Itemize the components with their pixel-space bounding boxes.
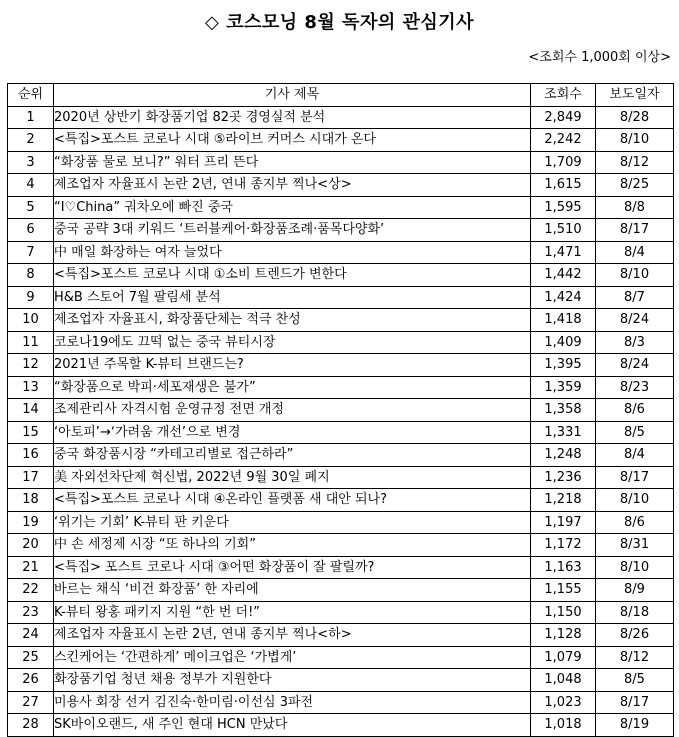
page-title: ◇ 코스모닝 8월 독자의 관심기사: [204, 12, 475, 33]
table-row: [8, 466, 674, 489]
table-row: [8, 129, 674, 152]
headline-cell: 중국 공략 3대 키워드 ‘트러블케어·화장품조례·품목다양화’: [54, 219, 531, 242]
rank-cell: 11: [8, 331, 54, 354]
date-cell: 8/24: [596, 309, 674, 332]
rank-cell: 25: [8, 646, 54, 669]
rank-cell: 9: [8, 286, 54, 309]
headline-cell: 코로나19에도 끄떡 없는 중국 뷰티시장: [54, 331, 531, 354]
headline-cell: 2021년 주목할 K-뷰티 브랜드는?: [54, 354, 531, 377]
table-header-row: [8, 84, 674, 107]
views-cell: 1,709: [531, 151, 596, 174]
table-row: [8, 196, 674, 219]
rank-cell: 20: [8, 534, 54, 557]
views-cell: 1,150: [531, 601, 596, 624]
views-cell: 1,471: [531, 241, 596, 264]
rank-cell: 2: [8, 129, 54, 152]
table-row: [8, 556, 674, 579]
table-row: [8, 174, 674, 197]
rank-cell: 21: [8, 556, 54, 579]
table-row: [8, 691, 674, 714]
rank-cell: 12: [8, 354, 54, 377]
date-cell: 8/12: [596, 646, 674, 669]
date-cell: 8/25: [596, 174, 674, 197]
table-row: [8, 624, 674, 647]
views-cell: 1,172: [531, 534, 596, 557]
headline-cell: 中 손 세정제 시장 “또 하나의 기회”: [54, 534, 531, 557]
headline-cell: ‘아토피’→‘가려움 개선’으로 변경: [54, 421, 531, 444]
headline-cell: H&B 스토어 7월 팔림세 분석: [54, 286, 531, 309]
table-row: [8, 376, 674, 399]
table-row: [8, 489, 674, 512]
date-cell: 8/17: [596, 219, 674, 242]
headline-cell: 中 매일 화장하는 여자 늘었다: [54, 241, 531, 264]
views-cell: 1,048: [531, 669, 596, 692]
table-row: [8, 151, 674, 174]
rank-cell: 28: [8, 714, 54, 737]
headline-cell: 제조업자 자율표시, 화장품단체는 적극 찬성: [54, 309, 531, 332]
rank-cell: 8: [8, 264, 54, 287]
date-cell: 8/17: [596, 691, 674, 714]
headline-cell: “화장품으로 박피·세포재생은 불가”: [54, 376, 531, 399]
date-cell: 8/6: [596, 399, 674, 422]
date-cell: 8/12: [596, 151, 674, 174]
table-row: [8, 354, 674, 377]
headline-cell: <특집>포스트 코로나 시대 ⑤라이브 커머스 시대가 온다: [54, 129, 531, 152]
table-row: [8, 399, 674, 422]
views-cell: 1,510: [531, 219, 596, 242]
views-cell: 1,218: [531, 489, 596, 512]
headline-cell: <특집>포스트 코로나 시대 ①소비 트렌드가 변한다: [54, 264, 531, 287]
headline-cell: SK바이오랜드, 새 주인 현대 HCN 만났다: [54, 714, 531, 737]
headline-cell: “화장품 물로 보니?” 워터 프리 뜬다: [54, 151, 531, 174]
views-cell: 1,442: [531, 264, 596, 287]
rank-cell: 26: [8, 669, 54, 692]
date-cell: 8/4: [596, 444, 674, 467]
page-subtitle: <조회수 1,000회 이상>: [528, 50, 671, 65]
headline-cell: ‘위기는 기회’ K-뷰티 판 키운다: [54, 511, 531, 534]
date-cell: 8/7: [596, 286, 674, 309]
rank-cell: 7: [8, 241, 54, 264]
headline-cell: <특집> 포스트 코로나 시대 ③어떤 화장품이 잘 팔릴까?: [54, 556, 531, 579]
headline-cell: 2020년 상반기 화장품기업 82곳 경영실적 분석: [54, 106, 531, 129]
rank-cell: 1: [8, 106, 54, 129]
table-row: [8, 421, 674, 444]
views-cell: 1,236: [531, 466, 596, 489]
views-cell: 1,197: [531, 511, 596, 534]
headline-cell: 화장품기업 청년 채용 정부가 지원한다: [54, 669, 531, 692]
table-row: [8, 309, 674, 332]
rank-cell: 27: [8, 691, 54, 714]
headline-cell: “I♡China” 궈차오에 빠진 중국: [54, 196, 531, 219]
date-cell: 8/23: [596, 376, 674, 399]
headline-cell: 美 자외선차단제 혁신법, 2022년 9월 30일 폐지: [54, 466, 531, 489]
table-row: [8, 264, 674, 287]
headline-cell: 조제관리사 자격시험 운영규정 전면 개정: [54, 399, 531, 422]
column-header-date: 보도일자: [596, 84, 674, 107]
views-cell: 1,418: [531, 309, 596, 332]
rank-cell: 16: [8, 444, 54, 467]
articles-table: [7, 83, 674, 737]
headline-cell: <특집>포스트 코로나 시대 ④온라인 플랫폼 새 대안 되나?: [54, 489, 531, 512]
column-header-headline: 기사 제목: [54, 84, 531, 107]
rank-cell: 3: [8, 151, 54, 174]
rank-cell: 5: [8, 196, 54, 219]
views-cell: 1,395: [531, 354, 596, 377]
views-cell: 2,242: [531, 129, 596, 152]
views-cell: 1,615: [531, 174, 596, 197]
rank-cell: 10: [8, 309, 54, 332]
table-row: [8, 444, 674, 467]
rank-cell: 15: [8, 421, 54, 444]
date-cell: 8/5: [596, 669, 674, 692]
views-cell: 1,595: [531, 196, 596, 219]
views-cell: 1,023: [531, 691, 596, 714]
date-cell: 8/10: [596, 489, 674, 512]
column-header-rank: 순위: [8, 84, 54, 107]
table-row: [8, 601, 674, 624]
date-cell: 8/10: [596, 129, 674, 152]
table-row: [8, 331, 674, 354]
date-cell: 8/8: [596, 196, 674, 219]
rank-cell: 13: [8, 376, 54, 399]
table-body: [8, 106, 674, 736]
table-row: [8, 219, 674, 242]
date-cell: 8/24: [596, 354, 674, 377]
headline-cell: 미용사 회장 선거 김진숙·한미림·이선심 3파전: [54, 691, 531, 714]
column-header-views: 조회수: [531, 84, 596, 107]
date-cell: 8/6: [596, 511, 674, 534]
table-row: [8, 714, 674, 737]
date-cell: 8/9: [596, 579, 674, 602]
table-row: [8, 534, 674, 557]
date-cell: 8/26: [596, 624, 674, 647]
views-cell: 1,424: [531, 286, 596, 309]
date-cell: 8/5: [596, 421, 674, 444]
table-row: [8, 579, 674, 602]
table-row: [8, 286, 674, 309]
headline-cell: 바르는 채식 ‘비건 화장품’ 한 자리에: [54, 579, 531, 602]
rank-cell: 24: [8, 624, 54, 647]
table-row: [8, 106, 674, 129]
date-cell: 8/10: [596, 556, 674, 579]
table-row: [8, 511, 674, 534]
views-cell: 2,849: [531, 106, 596, 129]
date-cell: 8/3: [596, 331, 674, 354]
headline-cell: 제조업자 자율표시 논란 2년, 연내 종지부 찍나<상>: [54, 174, 531, 197]
rank-cell: 18: [8, 489, 54, 512]
table-row: [8, 241, 674, 264]
rank-cell: 6: [8, 219, 54, 242]
rank-cell: 17: [8, 466, 54, 489]
date-cell: 8/28: [596, 106, 674, 129]
rank-cell: 19: [8, 511, 54, 534]
headline-cell: 중국 화장품시장 “카테고리별로 접근하라”: [54, 444, 531, 467]
date-cell: 8/4: [596, 241, 674, 264]
rank-cell: 23: [8, 601, 54, 624]
views-cell: 1,163: [531, 556, 596, 579]
views-cell: 1,331: [531, 421, 596, 444]
rank-cell: 4: [8, 174, 54, 197]
views-cell: 1,409: [531, 331, 596, 354]
headline-cell: 스킨케어는 ‘간편하게’ 메이크업은 ‘가볍게’: [54, 646, 531, 669]
views-cell: 1,018: [531, 714, 596, 737]
headline-cell: 제조업자 자율표시 논란 2년, 연내 종지부 찍나<하>: [54, 624, 531, 647]
date-cell: 8/18: [596, 601, 674, 624]
date-cell: 8/10: [596, 264, 674, 287]
table-row: [8, 646, 674, 669]
date-cell: 8/19: [596, 714, 674, 737]
views-cell: 1,358: [531, 399, 596, 422]
views-cell: 1,155: [531, 579, 596, 602]
date-cell: 8/17: [596, 466, 674, 489]
views-cell: 1,079: [531, 646, 596, 669]
date-cell: 8/31: [596, 534, 674, 557]
views-cell: 1,359: [531, 376, 596, 399]
rank-cell: 22: [8, 579, 54, 602]
views-cell: 1,248: [531, 444, 596, 467]
headline-cell: K-뷰티 왕홍 패키지 지원 “한 번 더!”: [54, 601, 531, 624]
rank-cell: 14: [8, 399, 54, 422]
table-row: [8, 669, 674, 692]
views-cell: 1,128: [531, 624, 596, 647]
